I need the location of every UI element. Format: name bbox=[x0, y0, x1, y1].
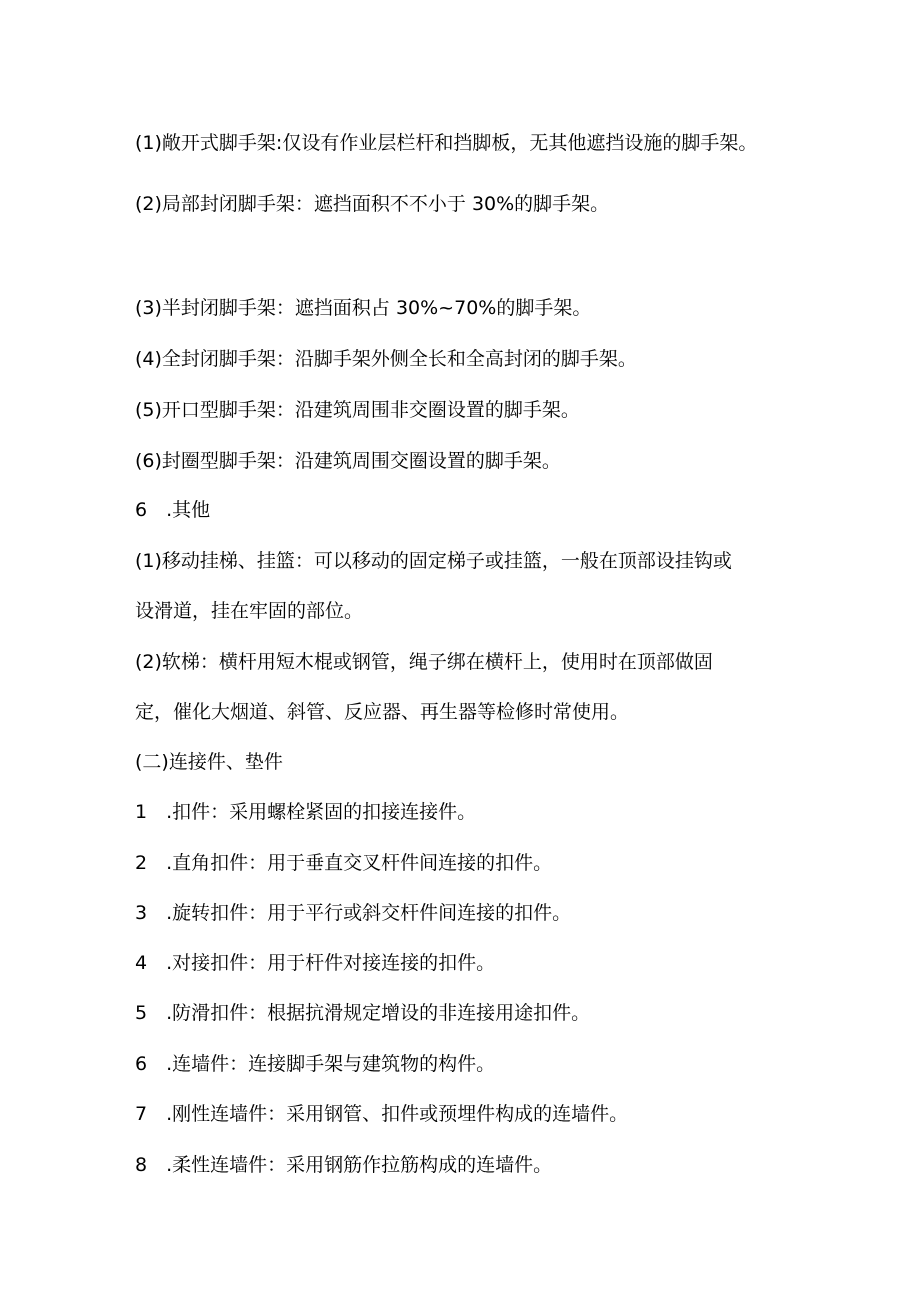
text-line: 3 .旋转扣件：用于平行或斜交杆件间连接的扣件。 bbox=[135, 902, 572, 924]
text-line: (6)封圈型脚手架：沿建筑周围交圈设置的脚手架。 bbox=[135, 450, 561, 472]
text-line: 5 .防滑扣件：根据抗滑规定增设的非连接用途扣件。 bbox=[135, 1002, 591, 1024]
text-line: 2 .直角扣件：用于垂直交叉杆件间连接的扣件。 bbox=[135, 852, 553, 874]
text-line: (3)半封闭脚手架：遮挡面积占 30%~70%的脚手架。 bbox=[135, 297, 592, 319]
text-line: (1)移动挂梯、挂篮：可以移动的固定梯子或挂篮，一般在顶部设挂钩或 bbox=[135, 550, 732, 572]
text-line: (4)全封闭脚手架：沿脚手架外侧全长和全高封闭的脚手架。 bbox=[135, 348, 637, 370]
text-line: (2)局部封闭脚手架：遮挡面积不不小于 30%的脚手架。 bbox=[135, 193, 610, 215]
section-heading: 6 .其他 bbox=[135, 499, 211, 521]
text-line: 4 .对接扣件：用于杆件对接连接的扣件。 bbox=[135, 952, 496, 974]
text-line: (1)敞开式脚手架:仅设有作业层栏杆和挡脚板，无其他遮挡设施的脚手架。 bbox=[135, 132, 758, 154]
section-heading: (二)连接件、垫件 bbox=[135, 751, 283, 773]
text-line: 8 .柔性连墙件：采用钢筋作拉筋构成的连墙件。 bbox=[135, 1154, 553, 1176]
text-line: (5)开口型脚手架：沿建筑周围非交圈设置的脚手架。 bbox=[135, 399, 580, 421]
text-line: 6 .连墙件：连接脚手架与建筑物的构件。 bbox=[135, 1053, 496, 1075]
text-line: 定，催化大烟道、斜管、反应器、再生器等检修时常使用。 bbox=[135, 701, 630, 723]
text-line: 7 .刚性连墙件：采用钢管、扣件或预埋件构成的连墙件。 bbox=[135, 1103, 629, 1125]
text-line: 1 .扣件：采用螺栓紧固的扣接连接件。 bbox=[135, 801, 477, 823]
text-line: (2)软梯：横杆用短木棍或钢管，绳子绑在横杆上，使用时在顶部做固 bbox=[135, 651, 713, 673]
text-line: 设滑道，挂在牢固的部位。 bbox=[135, 600, 364, 622]
